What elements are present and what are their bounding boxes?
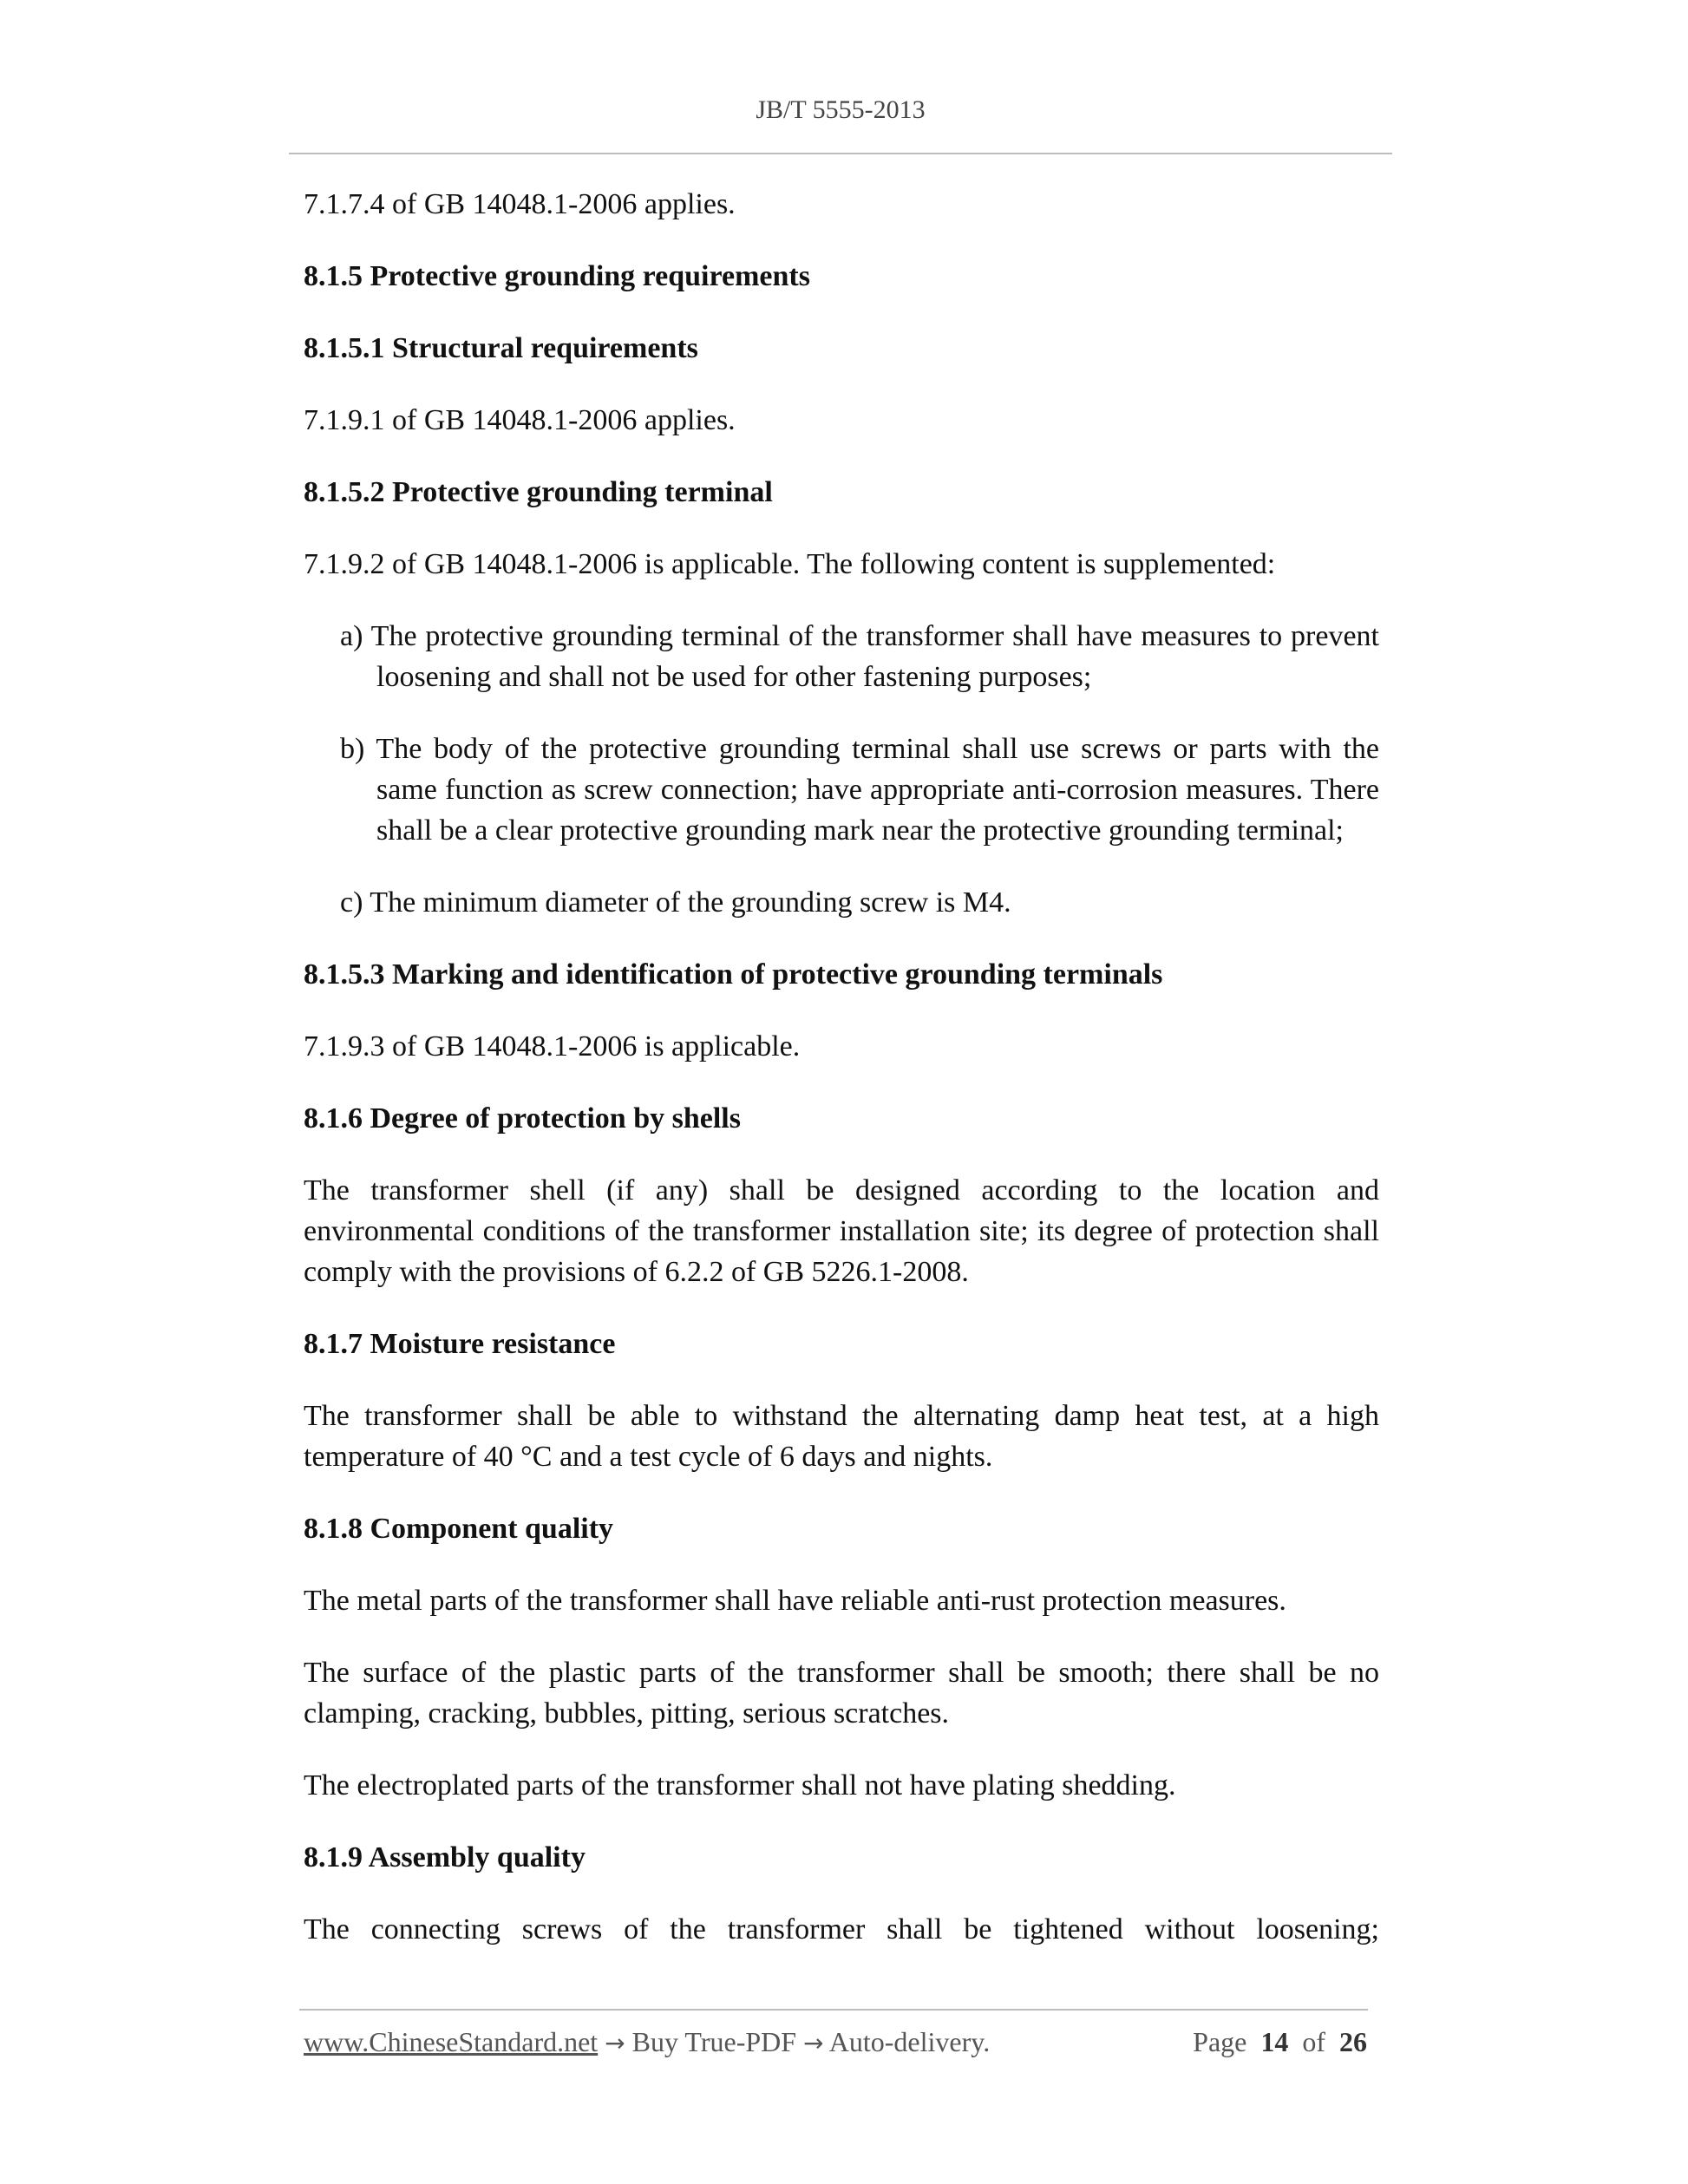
page-of-label: of	[1302, 2026, 1325, 2057]
buy-pdf-text: Buy True-PDF	[631, 2026, 797, 2057]
section-heading: 8.1.5.2 Protective grounding terminal	[304, 476, 773, 508]
section-heading: 8.1.5 Protective grounding requirements	[304, 260, 810, 292]
body-text: The electroplated parts of the transformer shall not have plating shedding.	[304, 1769, 1176, 1801]
page-current: 14	[1260, 2026, 1289, 2057]
section-heading: 8.1.5.1 Structural requirements	[304, 332, 698, 364]
footer-promo	[304, 2026, 990, 2058]
page-label: Page	[1193, 2026, 1247, 2057]
body-text: The transformer shall be able to withstand the alternating damp heat test, at a high temperature of 40 °C and a test cycle of 6 days and nights.	[304, 1400, 1379, 1473]
header-divider	[289, 153, 1392, 154]
document-body	[304, 184, 1379, 1950]
body-text: The connecting screws of the transformer shall be tightened without loosening;	[304, 1913, 1379, 1945]
website-link[interactable]: www.ChineseStandard.net	[304, 2026, 599, 2057]
body-text: 7.1.9.2 of GB 14048.1-2006 is applicable. The following content is supplemented:	[304, 548, 1276, 580]
body-text: The surface of the plastic parts of the transformer shall be smooth; there shall be no clamping, cracking, bubbles, pitting, serious scratches.	[304, 1657, 1379, 1730]
section-heading: 8.1.6 Degree of protection by shells	[304, 1102, 741, 1135]
page-number	[1193, 2026, 1367, 2058]
auto-delivery-text: Auto-delivery.	[828, 2026, 991, 2057]
section-heading: 8.1.9 Assembly quality	[304, 1841, 586, 1873]
body-text: 7.1.7.4 of GB 14048.1-2006 applies.	[304, 188, 736, 220]
list-item: c) The minimum diameter of the grounding screw is M4.	[340, 886, 1011, 919]
list-item: b) The body of the protective grounding terminal shall use screws or parts with the same function as screw connection; have appropriate anti-corrosion measures. There shall be a clear protective grounding mark near the protective grounding terminal;	[340, 733, 1379, 847]
section-heading: 8.1.7 Moisture resistance	[304, 1328, 616, 1360]
body-text: 7.1.9.3 of GB 14048.1-2006 is applicable.	[304, 1030, 801, 1063]
footer-divider	[299, 2009, 1368, 2011]
body-text: 7.1.9.1 of GB 14048.1-2006 applies.	[304, 404, 736, 436]
body-text: The transformer shell (if any) shall be designed according to the location and environmental conditions of the transformer installation site; its degree of protection shall comply with the provisions of 6.2.2 of GB 5226.1-2008.	[304, 1174, 1379, 1288]
document-number-header: JB/T 5555-2013	[756, 95, 926, 124]
arrow-right-icon: →	[605, 2029, 625, 2057]
list-item: a) The protective grounding terminal of the transformer shall have measures to prevent loosening and shall not be used for other fastening purposes;	[340, 620, 1379, 693]
arrow-right-icon: →	[803, 2029, 824, 2057]
section-heading: 8.1.8 Component quality	[304, 1513, 614, 1545]
page-total: 26	[1339, 2026, 1367, 2057]
section-heading: 8.1.5.3 Marking and identification of protective grounding terminals	[304, 958, 1163, 991]
body-text: The metal parts of the transformer shall have reliable anti-rust protection measures.	[304, 1585, 1286, 1617]
